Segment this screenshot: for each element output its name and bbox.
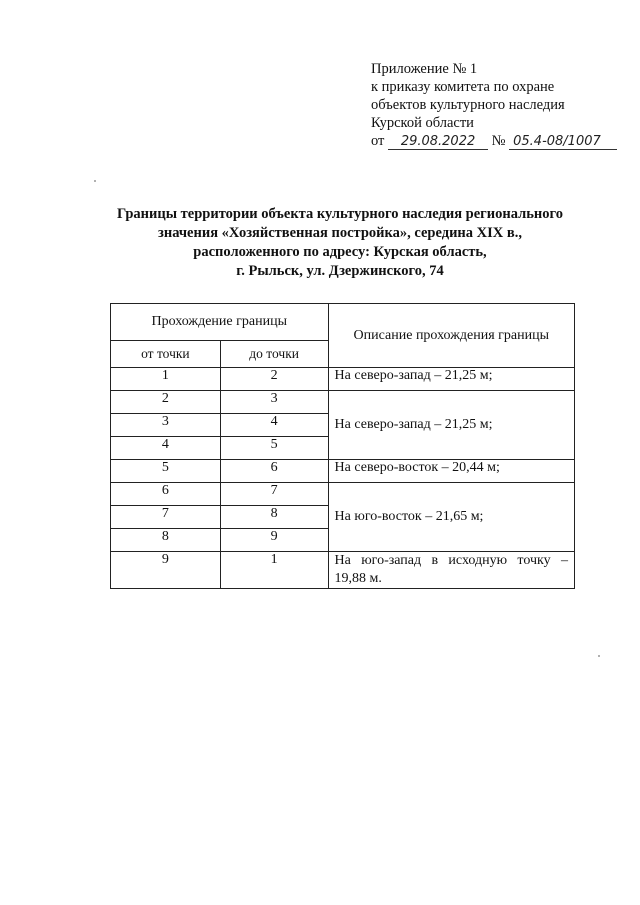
order-number: 05.4-08/1007 xyxy=(509,135,617,150)
to-point-cell: 9 xyxy=(220,529,328,552)
to-point-cell: 5 xyxy=(220,437,328,460)
title-line-3: расположенного по адресу: Курская область, xyxy=(193,244,487,260)
from-point-cell: 4 xyxy=(111,437,221,460)
appendix-committee-line: объектов культурного наследия xyxy=(371,97,565,113)
from-point-cell: 8 xyxy=(111,529,221,552)
to-point-cell: 6 xyxy=(220,460,328,483)
from-point-cell: 6 xyxy=(111,483,221,506)
title-line-1: Границы территории объекта культурного наследия регионального xyxy=(117,206,563,222)
description-cell: На юго-восток – 21,65 м; xyxy=(328,483,574,552)
scan-speck xyxy=(598,655,600,657)
appendix-header xyxy=(371,60,617,150)
table-header-row xyxy=(111,304,575,341)
document-title xyxy=(80,205,600,281)
table-row xyxy=(111,368,575,391)
to-point-cell: 8 xyxy=(220,506,328,529)
order-date: 29.08.2022 xyxy=(388,135,488,150)
from-point-header: от точки xyxy=(111,341,221,368)
to-point-header: до точки xyxy=(220,341,328,368)
appendix-date-number-line xyxy=(371,132,617,150)
description-cell: На северо-восток – 20,44 м; xyxy=(328,460,574,483)
to-point-cell: 1 xyxy=(220,552,328,589)
from-point-cell: 5 xyxy=(111,460,221,483)
from-point-cell: 9 xyxy=(111,552,221,589)
appendix-title: Приложение № 1 xyxy=(371,61,478,77)
description-header: Описание прохождения границы xyxy=(328,304,574,368)
description-cell: На северо-запад – 21,25 м; xyxy=(328,391,574,460)
from-point-cell: 3 xyxy=(111,414,221,437)
to-point-cell: 3 xyxy=(220,391,328,414)
appendix-order-line: к приказу комитета по охране xyxy=(371,79,555,95)
boundary-passage-header: Прохождение границы xyxy=(111,304,329,341)
title-line-2: значения «Хозяйственная постройка», середина XIX в., xyxy=(158,225,522,241)
title-line-4: г. Рыльск, ул. Дзержинского, 74 xyxy=(236,263,444,279)
from-point-cell: 2 xyxy=(111,391,221,414)
description-cell: На юго-запад в исходную точку – 19,88 м. xyxy=(328,552,574,589)
boundary-table xyxy=(110,303,575,589)
number-prefix: № xyxy=(491,133,506,149)
to-point-cell: 4 xyxy=(220,414,328,437)
from-point-cell: 7 xyxy=(111,506,221,529)
table-row xyxy=(111,391,575,414)
table-row xyxy=(111,460,575,483)
date-prefix: от xyxy=(371,133,385,149)
table-row xyxy=(111,552,575,589)
table-row xyxy=(111,483,575,506)
to-point-cell: 7 xyxy=(220,483,328,506)
description-cell: На северо-запад – 21,25 м; xyxy=(328,368,574,391)
from-point-cell: 1 xyxy=(111,368,221,391)
scan-speck xyxy=(94,180,96,182)
appendix-region-line: Курской области xyxy=(371,115,474,131)
to-point-cell: 2 xyxy=(220,368,328,391)
